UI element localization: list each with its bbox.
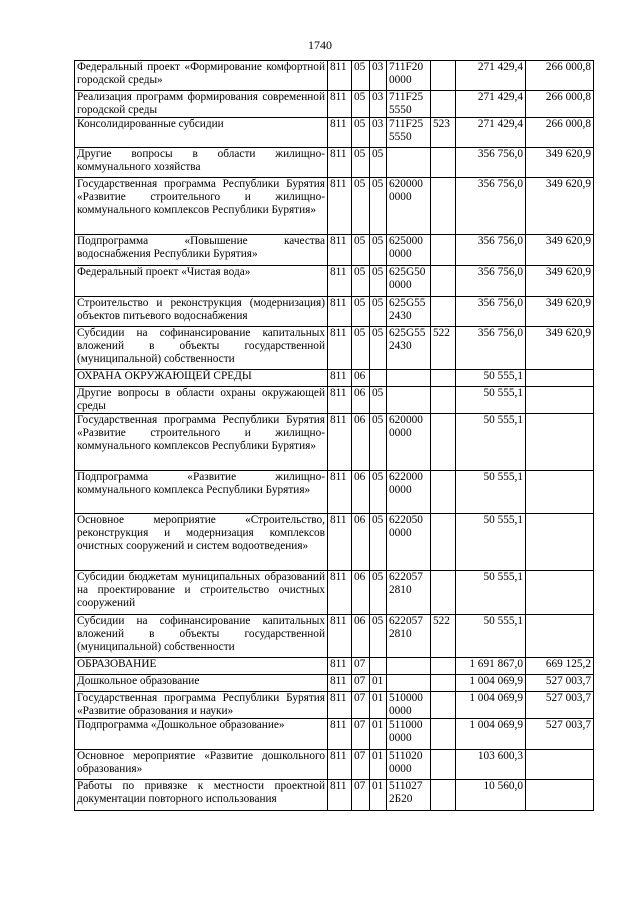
code-pr: 05 [370, 266, 387, 297]
code-pr: 05 [370, 514, 387, 571]
amount-1: 356 756,0 [456, 148, 526, 178]
code-cs: 625G500000 [387, 266, 431, 297]
code-rz: 06 [352, 615, 370, 658]
code-gr: 811 [328, 615, 352, 658]
amount-2: 266 000,8 [526, 91, 594, 118]
code-gr: 811 [328, 780, 352, 811]
code-vr [431, 148, 456, 178]
code-cs: 6200000000 [387, 178, 431, 235]
item-name: Строительство и реконструкция (модернизация) объектов питьевого водоснабжения [75, 297, 328, 327]
code-rz: 07 [352, 658, 370, 675]
amount-2: 349 620,9 [526, 297, 594, 327]
amount-2: 266 000,8 [526, 118, 594, 148]
table-row [75, 266, 594, 297]
code-rz: 05 [352, 178, 370, 235]
code-rz: 07 [352, 692, 370, 719]
table-row [75, 91, 594, 118]
code-rz: 07 [352, 675, 370, 692]
item-name: Субсидии на софинансирование капитальных вложений в объекты государственной (муниципальной) собственности [75, 327, 328, 370]
amount-2: 349 620,9 [526, 235, 594, 266]
table-row [75, 414, 594, 471]
code-cs [387, 675, 431, 692]
code-cs: 6220500000 [387, 514, 431, 571]
code-vr [431, 571, 456, 615]
code-rz: 06 [352, 514, 370, 571]
code-pr: 01 [370, 750, 387, 780]
code-rz: 05 [352, 266, 370, 297]
code-gr: 811 [328, 692, 352, 719]
code-gr: 811 [328, 266, 352, 297]
amount-1: 103 600,3 [456, 750, 526, 780]
code-cs: 5100000000 [387, 692, 431, 719]
code-cs [387, 370, 431, 387]
code-cs: 6250000000 [387, 235, 431, 266]
table-row [75, 615, 594, 658]
code-gr: 811 [328, 514, 352, 571]
table-row [75, 327, 594, 370]
code-pr: 01 [370, 675, 387, 692]
table-row [75, 658, 594, 675]
code-gr: 811 [328, 414, 352, 471]
code-pr: 05 [370, 571, 387, 615]
item-name: Государственная программа Республики Бурятия «Развитие образования и науки» [75, 692, 328, 719]
table-row [75, 297, 594, 327]
amount-1: 10 560,0 [456, 780, 526, 811]
item-name: Государственная программа Республики Бурятия «Развитие строительного и жилищно-коммунального комплексов Республики Бурятия» [75, 414, 328, 471]
code-vr [431, 780, 456, 811]
code-vr [431, 471, 456, 514]
amount-1: 1 691 867,0 [456, 658, 526, 675]
code-vr: 523 [431, 118, 456, 148]
table-row [75, 514, 594, 571]
item-name: Субсидии бюджетам муниципальных образований на проектирование и строительство очистных сооружений [75, 571, 328, 615]
amount-1: 50 555,1 [456, 370, 526, 387]
amount-2 [526, 414, 594, 471]
code-vr [431, 658, 456, 675]
item-name: Подпрограмма «Повышение качества водоснабжения Республики Бурятия» [75, 235, 328, 266]
amount-1: 1 004 069,9 [456, 675, 526, 692]
item-name: ОБРАЗОВАНИЕ [75, 658, 328, 675]
budget-table [74, 60, 594, 811]
code-pr: 05 [370, 414, 387, 471]
item-name: Работы по привязке к местности проектной документации повторного использования [75, 780, 328, 811]
code-gr: 811 [328, 571, 352, 615]
table-row [75, 719, 594, 750]
code-vr [431, 675, 456, 692]
code-vr: 522 [431, 327, 456, 370]
table-body [75, 61, 594, 811]
code-rz: 06 [352, 414, 370, 471]
code-vr [431, 514, 456, 571]
code-pr: 05 [370, 615, 387, 658]
code-gr: 811 [328, 178, 352, 235]
code-gr: 811 [328, 719, 352, 750]
table-row [75, 61, 594, 91]
item-name: Другие вопросы в области охраны окружающей среды [75, 387, 328, 414]
code-gr: 811 [328, 61, 352, 91]
page-number: 1740 [308, 38, 332, 52]
code-pr: 05 [370, 148, 387, 178]
amount-1: 50 555,1 [456, 514, 526, 571]
code-cs: 711F200000 [387, 61, 431, 91]
code-cs: 5110000000 [387, 719, 431, 750]
amount-2 [526, 370, 594, 387]
code-gr: 811 [328, 91, 352, 118]
amount-2 [526, 615, 594, 658]
code-pr [370, 658, 387, 675]
code-gr: 811 [328, 297, 352, 327]
code-pr: 05 [370, 327, 387, 370]
code-vr: 522 [431, 615, 456, 658]
amount-2: 669 125,2 [526, 658, 594, 675]
code-rz: 05 [352, 91, 370, 118]
code-pr: 05 [370, 387, 387, 414]
table-row [75, 571, 594, 615]
item-name: Основное мероприятие «Развитие дошкольного образования» [75, 750, 328, 780]
code-pr: 05 [370, 178, 387, 235]
table-row [75, 235, 594, 266]
code-rz: 06 [352, 370, 370, 387]
amount-2 [526, 471, 594, 514]
amount-2 [526, 780, 594, 811]
code-cs: 6220572810 [387, 615, 431, 658]
amount-1: 50 555,1 [456, 571, 526, 615]
code-gr: 811 [328, 675, 352, 692]
amount-1: 356 756,0 [456, 266, 526, 297]
table-row [75, 148, 594, 178]
table-row [75, 750, 594, 780]
code-cs: 6220572810 [387, 571, 431, 615]
amount-1: 1 004 069,9 [456, 692, 526, 719]
code-pr: 03 [370, 91, 387, 118]
item-name: ОХРАНА ОКРУЖАЮЩЕЙ СРЕДЫ [75, 370, 328, 387]
code-rz: 07 [352, 719, 370, 750]
amount-1: 50 555,1 [456, 387, 526, 414]
item-name: Консолидированные субсидии [75, 118, 328, 148]
item-name: Государственная программа Республики Бурятия «Развитие строительного и жилищно-коммунального комплексов Республики Бурятия» [75, 178, 328, 235]
item-name: Дошкольное образование [75, 675, 328, 692]
code-pr: 05 [370, 297, 387, 327]
code-rz: 06 [352, 387, 370, 414]
amount-1: 50 555,1 [456, 615, 526, 658]
table-row [75, 370, 594, 387]
amount-1: 271 429,4 [456, 61, 526, 91]
amount-2: 349 620,9 [526, 327, 594, 370]
code-cs: 5110200000 [387, 750, 431, 780]
code-pr: 05 [370, 471, 387, 514]
table-row [75, 780, 594, 811]
code-cs [387, 387, 431, 414]
amount-1: 271 429,4 [456, 118, 526, 148]
code-gr: 811 [328, 658, 352, 675]
code-pr: 01 [370, 780, 387, 811]
table-row [75, 118, 594, 148]
amount-1: 50 555,1 [456, 471, 526, 514]
code-gr: 811 [328, 148, 352, 178]
code-vr [431, 387, 456, 414]
code-pr: 03 [370, 118, 387, 148]
item-name: Подпрограмма «Развитие жилищно-коммунального комплекса Республики Бурятия» [75, 471, 328, 514]
amount-2: 266 000,8 [526, 61, 594, 91]
code-gr: 811 [328, 750, 352, 780]
item-name: Субсидии на софинансирование капитальных вложений в объекты государственной (муниципальной) собственности [75, 615, 328, 658]
amount-2: 527 003,7 [526, 692, 594, 719]
code-gr: 811 [328, 471, 352, 514]
code-cs: 5110272Б20 [387, 780, 431, 811]
amount-2 [526, 571, 594, 615]
code-rz: 05 [352, 327, 370, 370]
code-vr [431, 414, 456, 471]
code-rz: 05 [352, 235, 370, 266]
table-row [75, 471, 594, 514]
code-vr [431, 692, 456, 719]
code-cs: 711F255550 [387, 118, 431, 148]
amount-2 [526, 514, 594, 571]
amount-1: 356 756,0 [456, 235, 526, 266]
amount-1: 356 756,0 [456, 327, 526, 370]
code-vr [431, 178, 456, 235]
amount-2 [526, 750, 594, 780]
code-vr [431, 91, 456, 118]
item-name: Реализация программ формирования современной городской среды [75, 91, 328, 118]
table-row [75, 387, 594, 414]
code-vr [431, 719, 456, 750]
table-row [75, 675, 594, 692]
code-vr [431, 750, 456, 780]
code-rz: 07 [352, 750, 370, 780]
amount-2: 349 620,9 [526, 266, 594, 297]
amount-1: 1 004 069,9 [456, 719, 526, 750]
code-cs: 625G552430 [387, 327, 431, 370]
amount-2: 527 003,7 [526, 675, 594, 692]
item-name: Федеральный проект «Формирование комфортной городской среды» [75, 61, 328, 91]
code-cs: 6220000000 [387, 471, 431, 514]
item-name: Федеральный проект «Чистая вода» [75, 266, 328, 297]
code-gr: 811 [328, 327, 352, 370]
code-gr: 811 [328, 118, 352, 148]
code-rz: 05 [352, 118, 370, 148]
code-gr: 811 [328, 235, 352, 266]
amount-1: 50 555,1 [456, 414, 526, 471]
amount-1: 356 756,0 [456, 297, 526, 327]
code-vr [431, 235, 456, 266]
amount-1: 271 429,4 [456, 91, 526, 118]
code-vr [431, 297, 456, 327]
code-vr [431, 61, 456, 91]
code-pr: 03 [370, 61, 387, 91]
item-name: Основное мероприятие «Строительство, реконструкция и модернизация комплексов очистных сооружений и систем водоотведения» [75, 514, 328, 571]
code-cs [387, 148, 431, 178]
code-rz: 07 [352, 780, 370, 811]
code-cs: 6200000000 [387, 414, 431, 471]
code-cs: 711F255550 [387, 91, 431, 118]
code-pr: 01 [370, 692, 387, 719]
code-pr [370, 370, 387, 387]
item-name: Другие вопросы в области жилищно-коммунального хозяйства [75, 148, 328, 178]
code-vr [431, 370, 456, 387]
code-rz: 05 [352, 61, 370, 91]
code-rz: 05 [352, 148, 370, 178]
table-row [75, 692, 594, 719]
amount-1: 356 756,0 [456, 178, 526, 235]
code-cs [387, 658, 431, 675]
code-vr [431, 266, 456, 297]
amount-2 [526, 387, 594, 414]
code-rz: 05 [352, 297, 370, 327]
code-pr: 05 [370, 235, 387, 266]
code-gr: 811 [328, 370, 352, 387]
code-pr: 01 [370, 719, 387, 750]
amount-2: 527 003,7 [526, 719, 594, 750]
code-gr: 811 [328, 387, 352, 414]
code-rz: 06 [352, 571, 370, 615]
code-rz: 06 [352, 471, 370, 514]
table-row [75, 178, 594, 235]
item-name: Подпрограмма «Дошкольное образование» [75, 719, 328, 750]
amount-2: 349 620,9 [526, 178, 594, 235]
amount-2: 349 620,9 [526, 148, 594, 178]
code-cs: 625G552430 [387, 297, 431, 327]
